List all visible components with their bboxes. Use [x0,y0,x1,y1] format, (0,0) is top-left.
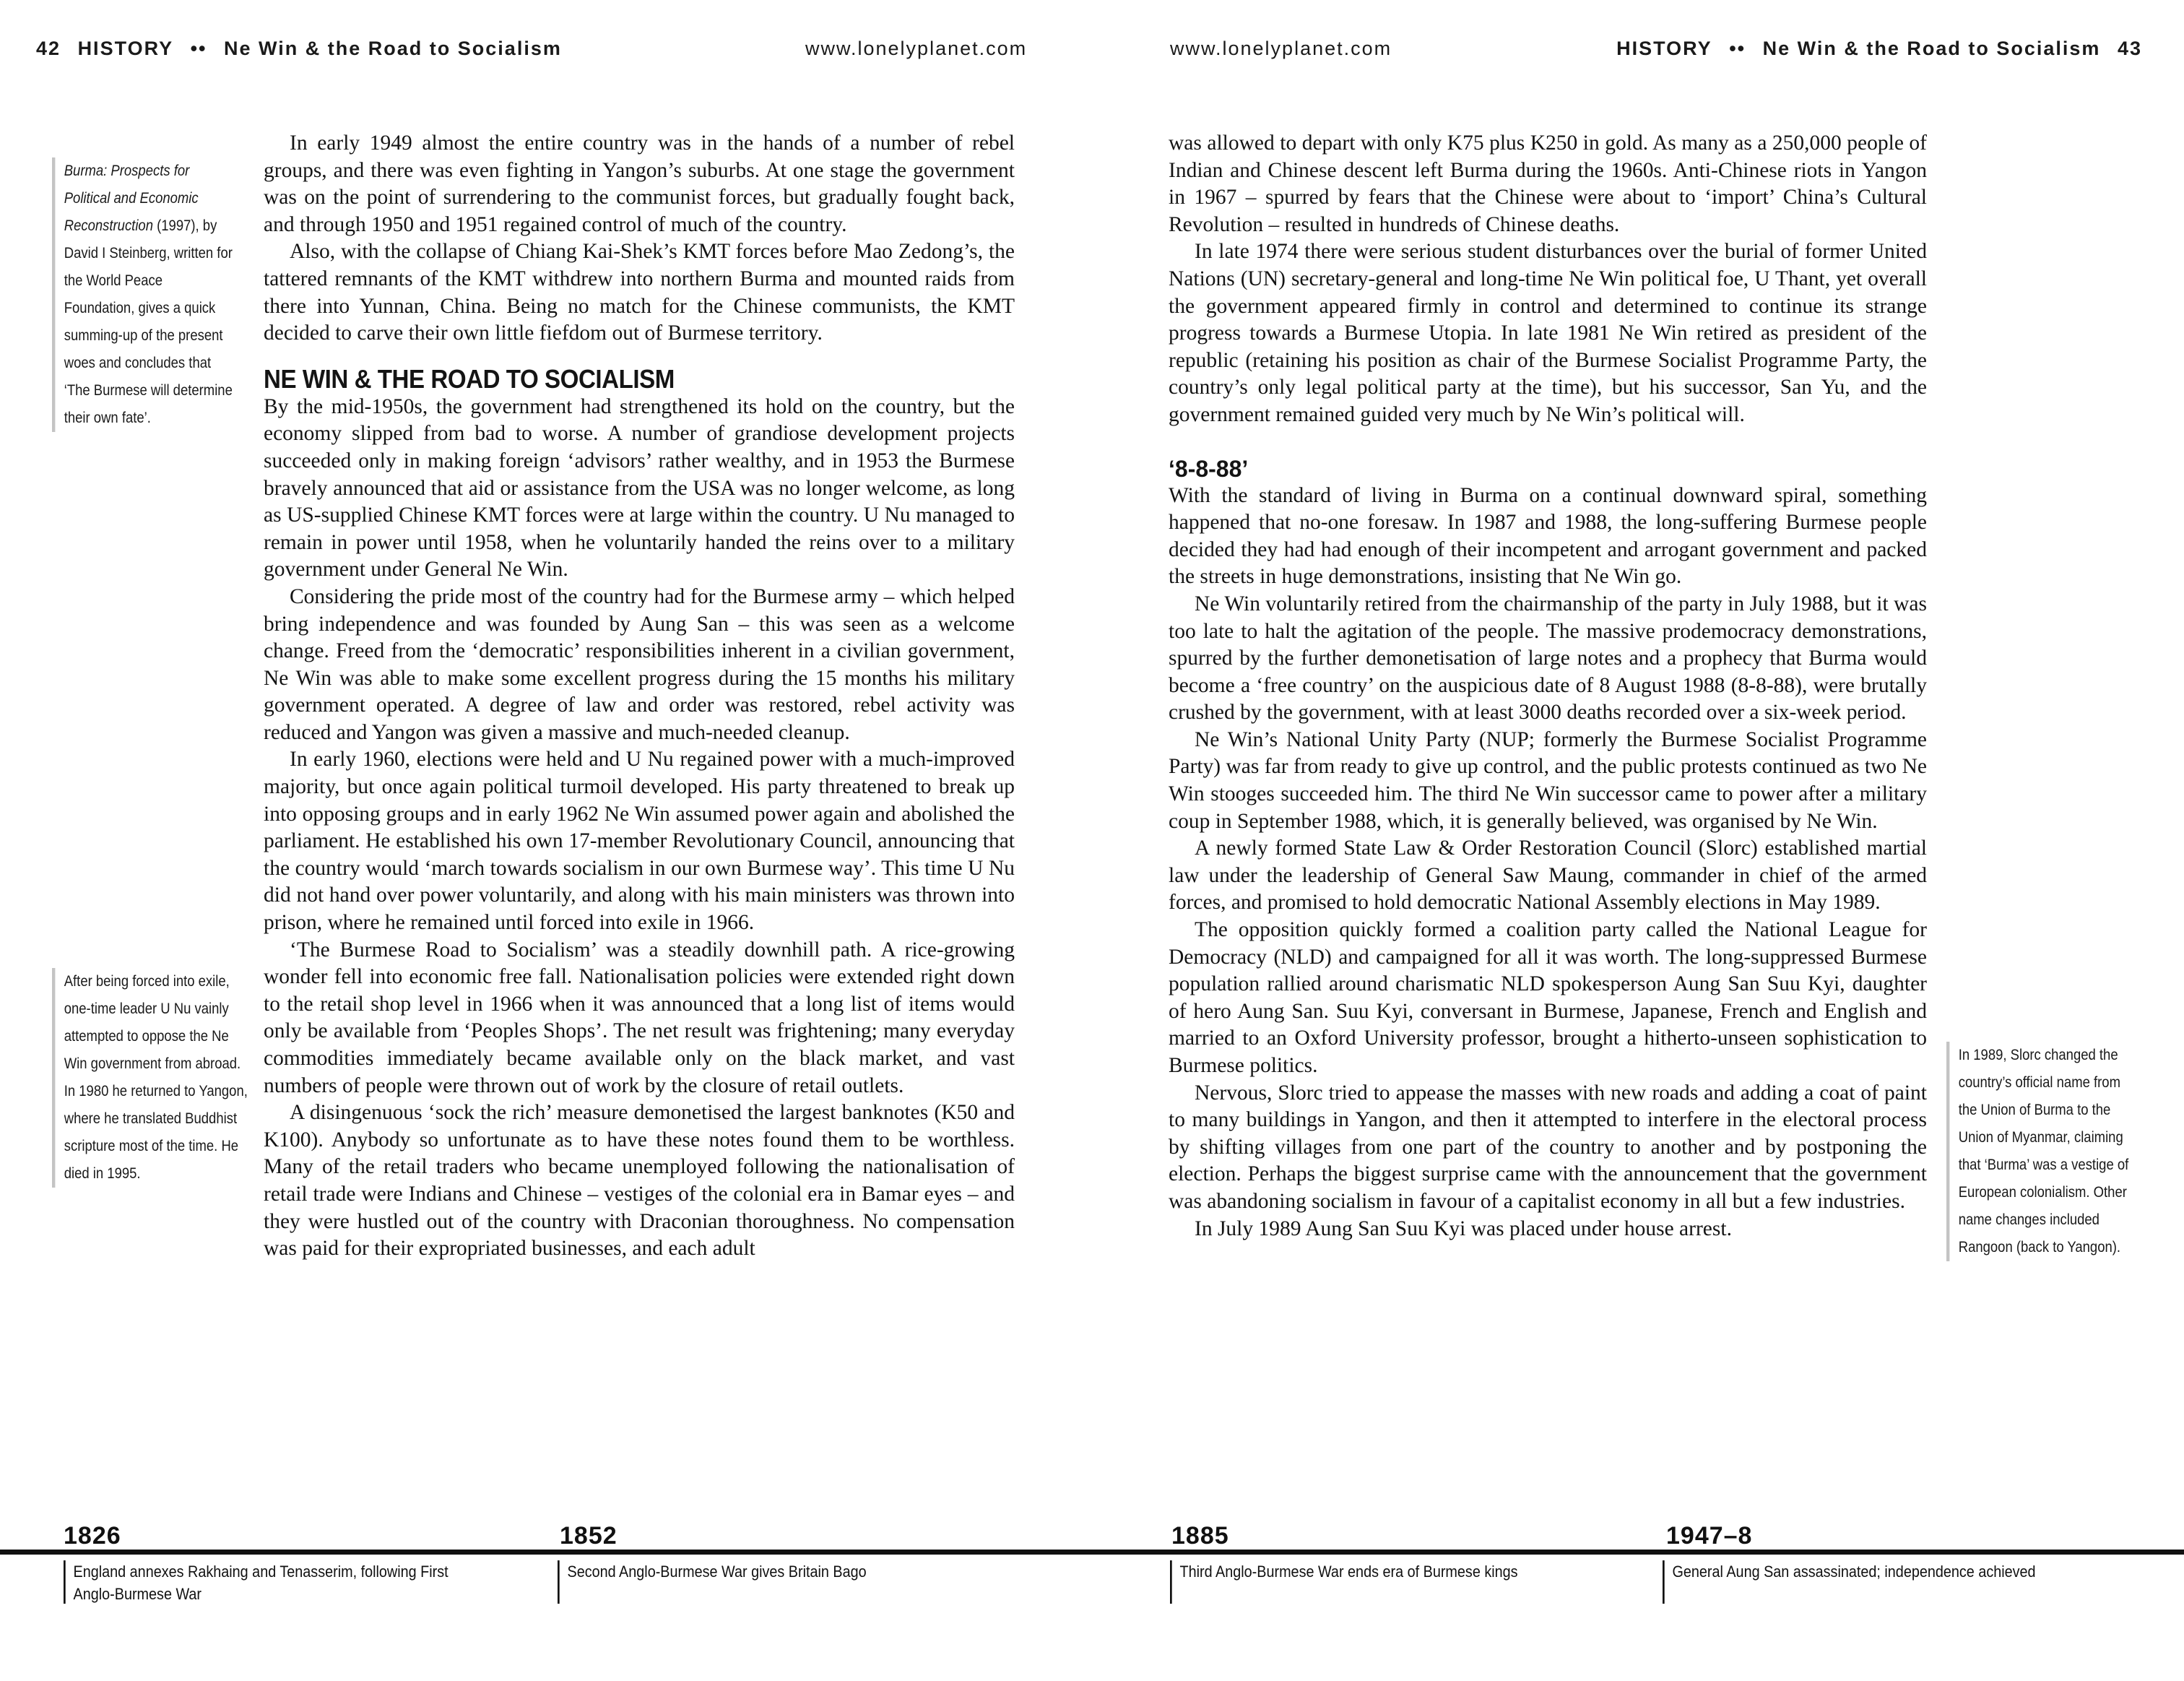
paragraph: With the standard of living in Burma on a continual downward spiral, something happened that no-one foresaw. In 1987 and 1988, the long-suffering Burmese people decided they had had enough of their incompetent and arrogant government and packed the streets in huge demonstrations, insisting that Ne Win go. [1169,483,1927,589]
paragraph: Ne Win’s National Unity Party (NUP; formerly the Burmese Socialist Programme Party) was far from ready to give up control, and the public protests continued as two Ne Win stooges succeeded him. The third Ne Win successor came to power after a military coup in September 1988, which, it is generally believed, was organised by Ne Win. [1169,727,1927,833]
paragraph: In early 1960, elections were held and U Nu regained power with a much-improved majority, but once again political turmoil developed. His party threatened to break up into opposing groups and in early 1962 Ne Win assumed power again and abolished the parliament. He established his own 17-member Revolutionary Council, announcing that the country would ‘march towards socialism in our own Burmese way’. This time U Nu did not hand over power voluntarily, and along with his main ministers was thrown into prison, where he remained until forced into exile in 1966. [264,748,1015,935]
paragraph: A disingenuous ‘sock the rich’ measure demonetised the largest banknotes (K50 and K100). Anybody so unfortunate as to have these notes found them to be worthless. Many of the retail traders who became unemployed following the nationalisation of retail trade were Indians and Chinese – vestiges of the colonial era in Bamar eyes – and they were hustled out of the country with Draconian thoroughness. No compensation was paid for their expropriated businesses, and each adult [264,1101,1015,1261]
site-url: www.lonelyplanet.com [1170,38,1392,59]
page-number: 42 [36,38,61,59]
paragraph: In July 1989 Aung San Suu Kyi was placed under house arrest. [1195,1217,1732,1240]
paragraph: was allowed to depart with only K75 plus K250 in gold. As many as a 250,000 people of Indian and Chinese descent left Burma during the 1960s. Anti-Chinese riots in Yangon in 1967 – spurred by fears that the Chinese were about to ‘import’ China’s Cultural Revolution – resulted in hundreds of Chinese deaths. [1169,131,1927,236]
sidebar-text: After being forced into exile, one-time leader U Nu vainly attempted to oppose the Ne Win government from abroad. In 1980 he returned to Yangon, where he translated Buddhist scripture most of the time. He died in 1995. [64,973,248,1182]
timeline-rule [0,1550,1092,1555]
header-separator: •• [190,38,207,59]
subheading: ‘8-8-88’ [1169,455,1249,482]
header-url-right [1170,38,1392,60]
paragraph: Nervous, Slorc tried to appease the masses with new roads and adding a coat of paint to many buildings in Yangon, and then it attempted to interfere in the electoral process by shifting villages from one part of the country to another and by postponing the election. Perhaps the biggest surprise came with the announcement that the government was abandoning socialism in favour of a capitalist economy in all but a few industries. [1169,1081,1927,1213]
header-url-left [805,38,1027,60]
section-heading: NE WIN & THE ROAD TO SOCIALISM [264,363,675,394]
section-label: HISTORY [1616,38,1712,59]
paragraph: Also, with the collapse of Chiang Kai-Shek’s KMT forces before Mao Zedong’s, the tattered remnants of the KMT withdrew into northern Burma and mounted raids from there into Yunnan, China. Being no match for the Chinese communists, the KMT decided to carve their own little fiefdom out of Burmese territory. [264,240,1015,345]
main-text-column-left [264,130,1015,1263]
timeline-event: England annexes Rakhaing and Tenasserim, following First Anglo-Burmese War [64,1560,470,1604]
timeline-event: Third Anglo-Burmese War ends era of Burmese kings [1170,1560,1577,1604]
header-separator: •• [1729,38,1746,59]
timeline-year: 1852 [560,1522,618,1550]
running-title: Ne Win & the Road to Socialism [1762,38,2101,59]
sidebar-note-book [52,157,233,432]
paragraph: A newly formed State Law & Order Restoration Council (Slorc) established martial law under the leadership of General Saw Maung, commander in chief of the armed forces, and promised to hold democratic National Assembly elections in May 1989. [1169,837,1927,915]
paragraph: The opposition quickly formed a coalition party called the National League for Democracy (NLD) and campaigned for all it was worth. The long-suppressed Burmese population rallied around charismatic NLD spokesperson Aung San Suu Kyi, daughter of hero Aung San. Suu Kyi, conversant in Burmese, Japanese, French and English and married to an Oxford University professor, brought a hitherto-unseen sophistication to Burmese politics. [1169,918,1927,1077]
running-header-left [36,38,562,60]
paragraph: Ne Win voluntarily retired from the chairmanship of the party in July 1988, but it was too late to halt the agitation of the people. The massive prodemocracy demonstrations, spurred by the further demonetisation of large notes and a prophecy that Burma would become a ‘free country’ on the auspicious date of 8 August 1988 (8-8-88), were brutally crushed by the government, with at least 3000 deaths recorded over a six-week period. [1169,592,1927,725]
timeline-event: Second Anglo-Burmese War gives Britain Bago [558,1560,964,1604]
sidebar-text: In 1989, Slorc changed the country’s official name from the Union of Burma to the Union of Myanmar, claiming that ‘Burma’ was a vestige of European colonialism. Other name changes included Rangoon (back to Yangon). [1958,1047,2129,1256]
paragraph: ‘The Burmese Road to Socialism’ was a steadily downhill path. A rice-growing wonder fell into economic free fall. Nationalisation policies were extended right down to the retail shop level in 1966 when it was announced that a long list of items would only be available from ‘Peoples Shops’. The net result was frightening; many everyday commodities immediately became available only on the black market, and vast numbers of people were thrown out of work by the closure of retail outlets. [264,938,1015,1097]
paragraph: In late 1974 there were serious student disturbances over the burial of former United Nations (UN) secretary-general and long-time Ne Win political foe, U Thant, yet overall the government appeared firmly in control and determined to continue its strange progress towards a Burmese Utopia. In late 1981 Ne Win retired as president of the republic (retaining his position as chair of the Burmese Socialist Programme Party, the country’s only legal political party at the time), but his successor, San Yu, and the government remained guided very much by Ne Win’s political will. [1169,240,1927,426]
paragraph: By the mid-1950s, the government had strengthened its hold on the country, but the economy slipped from bad to worse. A number of grandiose development projects succeeded only in making foreign ‘advisors’ rather wealthy, and in 1953 the Burmese bravely announced that aid or assistance from the USA was no longer welcome, as long as US-supplied Chinese KMT forces were at large within the country. U Nu managed to remain in power until 1958, when he voluntarily handed the reins over to a military government under General Ne Win. [264,394,1015,582]
book-title: Burma: Prospects for Political and Economic Reconstruction [64,163,199,234]
paragraph: In early 1949 almost the entire country was in the hands of a number of rebel groups, and there was even fighting in Yangon’s suburbs. At one stage the government was on the point of surrendering to the communist forces, but gradually fought back, and through 1950 and 1951 regained control of much of the country. [264,131,1015,236]
sidebar-text: (1997), by David I Steinberg, written for the World Peace Foundation, gives a quick summing-up of the present woes and concludes that ‘The Burmese will determine their own fate’. [64,217,233,426]
site-url: www.lonelyplanet.com [805,38,1028,59]
paragraph: Considering the pride most of the country had for the Burmese army – which helped bring independence and was founded by Aung San – this was seen as a welcome change. Freed from the ‘democratic’ responsibilities inherent in a civilian government, Ne Win was able to make some excellent progress during the 15 months his military government operated. A degree of law and order was restored, rebel activity was reduced and Yangon was given a massive and much-needed cleanup. [264,584,1015,744]
timeline-year: 1826 [64,1522,121,1550]
right-page [1092,0,2184,1681]
sidebar-note-u-nu [52,968,248,1188]
page-number: 43 [2117,38,2142,59]
timeline-event: General Aung San assassinated; independence achieved [1663,1560,2095,1604]
timeline-rule [1092,1550,2184,1555]
running-title: Ne Win & the Road to Socialism [224,38,562,59]
sidebar-note-name-change [1946,1042,2130,1261]
running-header-right [1616,38,2142,60]
timeline-year: 1885 [1171,1522,1229,1550]
main-text-column-right [1169,130,1927,1243]
timeline-year: 1947–8 [1666,1522,1753,1550]
section-label: HISTORY [77,38,174,59]
